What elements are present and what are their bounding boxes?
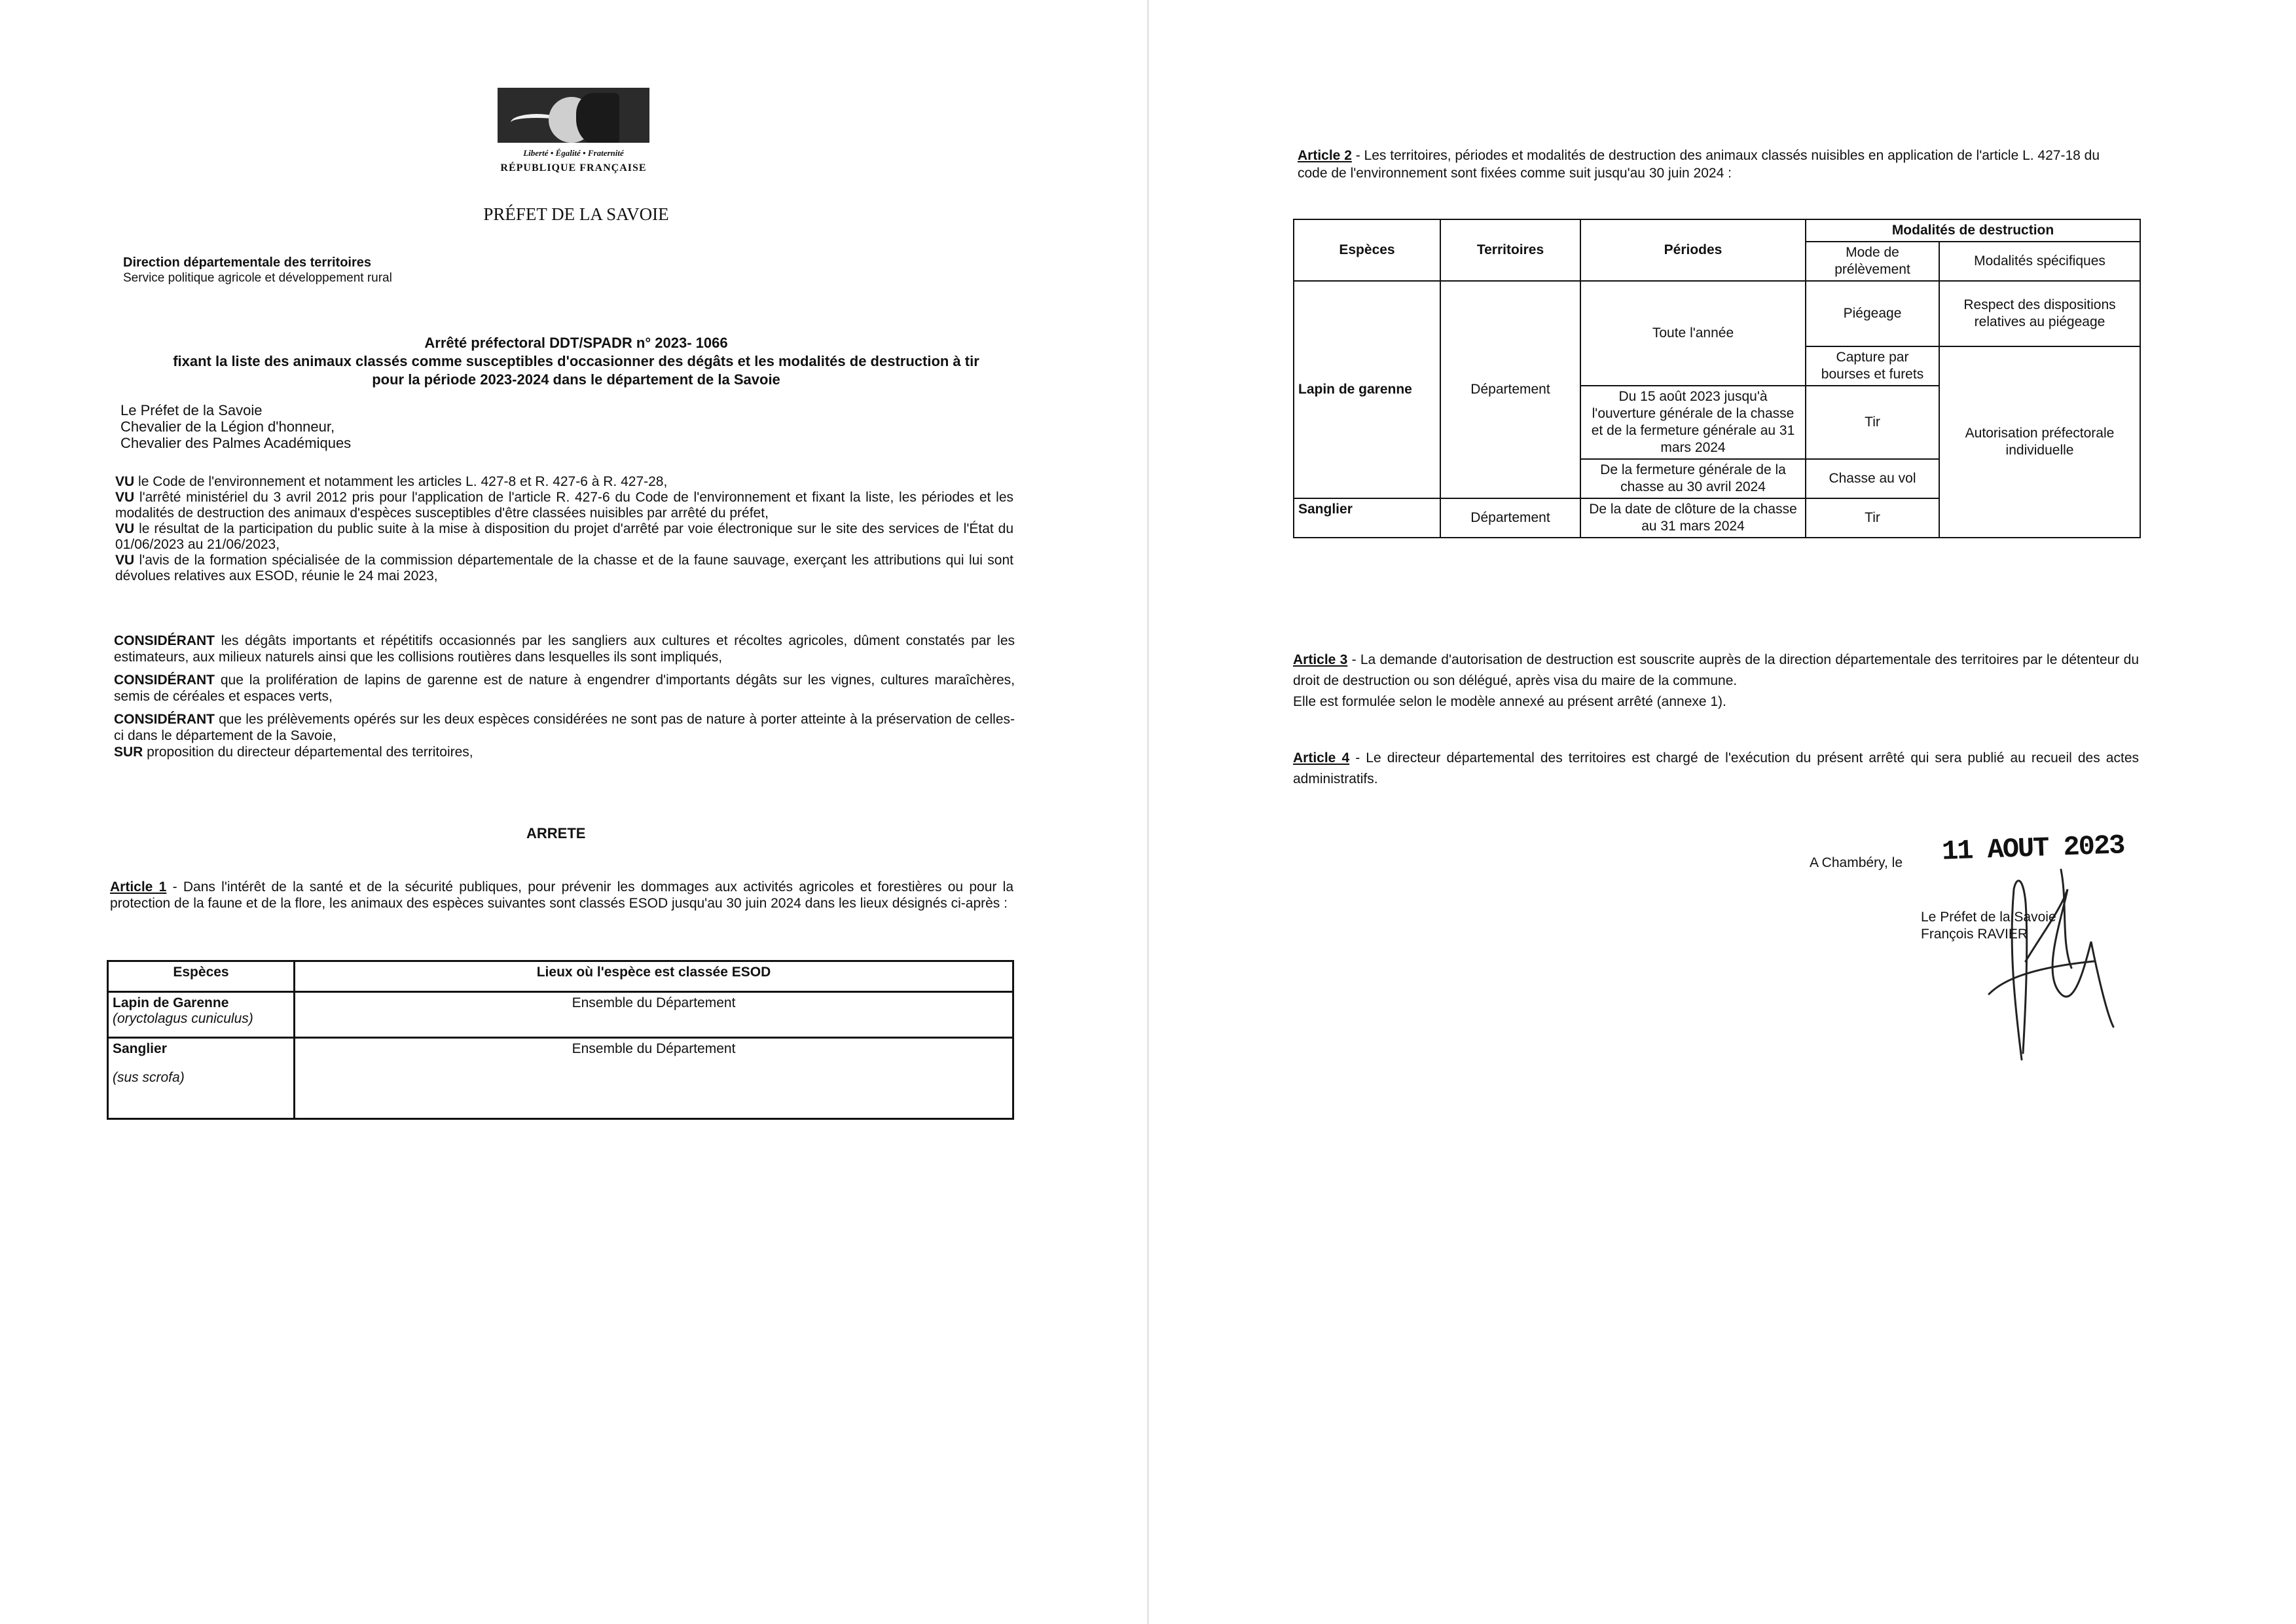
signer-name: François RAVIER <box>1921 927 2028 942</box>
article-2-text: - Les territoires, périodes et modalités de destruction des animaux classés nuisibles en application de l'article L. 427-18 du code de l'environnement sont fixées comme suit jusqu'au 30 juin 2024 : <box>1298 148 2100 181</box>
species-cell <box>108 1038 295 1119</box>
header-periodes: Périodes <box>1580 219 1806 281</box>
table-row <box>108 1038 1013 1119</box>
territory-cell: Département <box>1440 281 1580 498</box>
visa-paragraph <box>115 521 1013 553</box>
considerant-lead: CONSIDÉRANT <box>114 673 215 688</box>
arrete-heading: ARRETE <box>526 825 586 841</box>
period-cell: Toute l'année <box>1580 281 1806 386</box>
article-1-text: - Dans l'intérêt de la santé et de la sécurité publiques, pour prévenir les dommages aux activités agricoles et forestières ou pour la protection de la faune et de la flore, les animaux des espèces suivantes sont classés ESOD jusqu'au 30 juin 2024 dans les lieux désignés ci-après : <box>110 879 1014 911</box>
article-3-paragraph <box>1293 650 2139 692</box>
table-header: Lieux où l'espèce est classée ESOD <box>295 961 1013 992</box>
article-2-label: Article 2 <box>1298 148 1352 163</box>
visa-paragraph <box>115 490 1013 521</box>
arrete-title-line3: pour la période 2023-2024 dans le département de la Savoie <box>372 371 780 388</box>
table-row <box>1294 281 2140 346</box>
prefet-line: Le Préfet de la Savoie <box>120 402 263 418</box>
article-3-text: - La demande d'autorisation de destruction est souscrite auprès de la direction départementale des territoires par le détenteur du droit de destruction ou son délégué, après visa du maire de la commune. <box>1293 652 2139 688</box>
species-sanglier: Sanglier <box>1294 498 1440 538</box>
signature-place: A Chambéry, le <box>1810 855 1903 870</box>
considerant-text: que les prélèvements opérés sur les deux espèces considérées ne sont pas de nature à porter atteinte à la préservation de celles-ci dans le département de la Savoie, <box>114 712 1015 743</box>
article-1-label: Article 1 <box>110 879 167 895</box>
considerant-lead: CONSIDÉRANT <box>114 633 215 648</box>
prefet-line: Chevalier de la Légion d'honneur, <box>120 418 335 435</box>
visa-lead: VU <box>115 553 135 568</box>
specific-cell: Autorisation préfectorale individuelle <box>1939 346 2140 538</box>
signer-title: Le Préfet de la Savoie <box>1921 910 2056 925</box>
arrete-title-line1: Arrêté préfectoral DDT/SPADR n° 2023- 1066 <box>424 335 728 351</box>
article-4-text: - Le directeur départemental des territoires est chargé de l'exécution du présent arrêté qui sera publié au recueil des actes administratifs. <box>1293 750 2140 786</box>
direction-name: Direction départementale des territoires <box>123 255 372 270</box>
species-latin: (sus scrofa) <box>113 1070 185 1085</box>
visa-lead: VU <box>115 490 135 505</box>
period-cell: De la date de clôture de la chasse au 31 mars 2024 <box>1580 498 1806 538</box>
considerant-paragraph <box>114 744 1015 760</box>
service-name: Service politique agricole et développement rural <box>123 271 392 285</box>
article-3 <box>1293 650 2139 712</box>
period-cell: Du 15 août 2023 jusqu'à l'ouverture générale de la chasse et de la fermeture générale au 31 mars 2024 <box>1580 386 1806 459</box>
considerant-paragraph <box>114 633 1015 665</box>
visa-lead: VU <box>115 474 135 489</box>
species-lapin: Lapin de garenne <box>1294 281 1440 498</box>
date-stamp: 11 AOUT 2023 <box>1941 830 2125 868</box>
mode-cell: Piégeage <box>1806 281 1939 346</box>
table-row <box>108 992 1013 1038</box>
visa-paragraph <box>115 474 1013 490</box>
visa-text: le résultat de la participation du public suite à la mise à disposition du projet d'arrêté par voie électronique sur le site des services de l'État du 01/06/2023 au 21/06/2023, <box>115 521 1013 552</box>
header-mode: Mode de prélèvement <box>1806 242 1939 281</box>
period-cell: De la fermeture générale de la chasse au 30 avril 2024 <box>1580 459 1806 498</box>
mode-cell: Tir <box>1806 498 1939 538</box>
territory-cell: Département <box>1440 498 1580 538</box>
considerant-text: les dégâts importants et répétitifs occasionnés par les sangliers aux cultures et récoltes agricoles, dûment constatés par les estimateurs, aux milieux naturels ainsi que les collisions routières dans lesquelles ils sont impliqués, <box>114 633 1015 665</box>
specific-cell: Respect des dispositions relatives au piégeage <box>1939 281 2140 346</box>
article-2 <box>1298 147 2129 182</box>
article-4-label: Article 4 <box>1293 750 1350 766</box>
place-cell: Ensemble du Département <box>295 1038 1013 1119</box>
prefet-qualities <box>120 402 351 451</box>
arrete-title <box>118 334 1034 389</box>
table-header: Espèces <box>108 961 295 992</box>
considerants-block <box>114 633 1015 767</box>
destruction-modalities-table <box>1293 219 2141 538</box>
marianne-logo <box>498 88 649 143</box>
header-specifiques: Modalités spécifiques <box>1939 242 2140 281</box>
considerant-text: que la prolifération de lapins de garenne est de nature à engendrer d'importants dégâts sur les vignes, cultures maraîchères, semis de céréales et espaces verts, <box>114 673 1015 704</box>
prefet-line: Chevalier des Palmes Académiques <box>120 435 352 451</box>
visa-text: l'avis de la formation spécialisée de la commission départementale de la chasse et de la faune sauvage, exerçant les attributions qui lui sont dévolues relatives aux ESOD, réunie le 24 mai 2023, <box>115 553 1013 583</box>
header-especes: Espèces <box>1294 219 1440 281</box>
species-name: Sanglier <box>113 1041 167 1056</box>
visa-lead: VU <box>115 521 135 536</box>
mode-cell: Chasse au vol <box>1806 459 1939 498</box>
motto: Liberté • Égalité • Fraternité <box>523 148 624 158</box>
considerant-text: proposition du directeur départemental des territoires, <box>143 745 473 760</box>
prefet-title: PRÉFET DE LA SAVOIE <box>483 204 669 224</box>
header-modalites: Modalités de destruction <box>1806 219 2140 242</box>
considerant-lead: SUR <box>114 745 143 760</box>
visa-text: l'arrêté ministériel du 3 avril 2012 pris pour l'application de l'article R. 427-6 du Code de l'environnement et fixant la liste, les périodes et les modalités de destruction des animaux d'espèces susceptibles d'être classées nuisibles par arrêté du préfet, <box>115 490 1013 521</box>
considerant-lead: CONSIDÉRANT <box>114 712 215 727</box>
considerant-paragraph <box>114 711 1015 744</box>
article-3-label: Article 3 <box>1293 652 1348 667</box>
species-name: Lapin de Garenne <box>113 995 229 1010</box>
arrete-title-line2: fixant la liste des animaux classés comme susceptibles d'occasionner des dégâts et les modalités de destruction à tir <box>173 353 979 369</box>
mode-cell: Capture par bourses et furets <box>1806 346 1939 386</box>
visa-text: le Code de l'environnement et notamment les articles L. 427-8 et R. 427-6 à R. 427-28, <box>134 474 668 489</box>
mode-cell: Tir <box>1806 386 1939 459</box>
article-4 <box>1293 748 2139 790</box>
visas-block <box>115 474 1013 584</box>
species-cell <box>108 992 295 1038</box>
table-header-row <box>1294 219 2140 242</box>
signer-block <box>1921 909 2056 943</box>
article-1 <box>110 879 1013 912</box>
handwritten-signature <box>1963 863 2133 1066</box>
article-3-paragraph: Elle est formulée selon le modèle annexé au présent arrêté (annexe 1). <box>1293 694 1726 709</box>
visa-paragraph <box>115 553 1013 584</box>
esod-species-table <box>107 960 1014 1120</box>
table-header-row <box>108 961 1013 992</box>
place-cell: Ensemble du Département <box>295 992 1013 1038</box>
article-4-paragraph <box>1293 748 2139 790</box>
species-latin: (oryctolagus cuniculus) <box>113 1011 253 1026</box>
republique-francaise: RÉPUBLIQUE FRANÇAISE <box>500 162 647 174</box>
header-territoires: Territoires <box>1440 219 1580 281</box>
considerant-paragraph <box>114 672 1015 705</box>
